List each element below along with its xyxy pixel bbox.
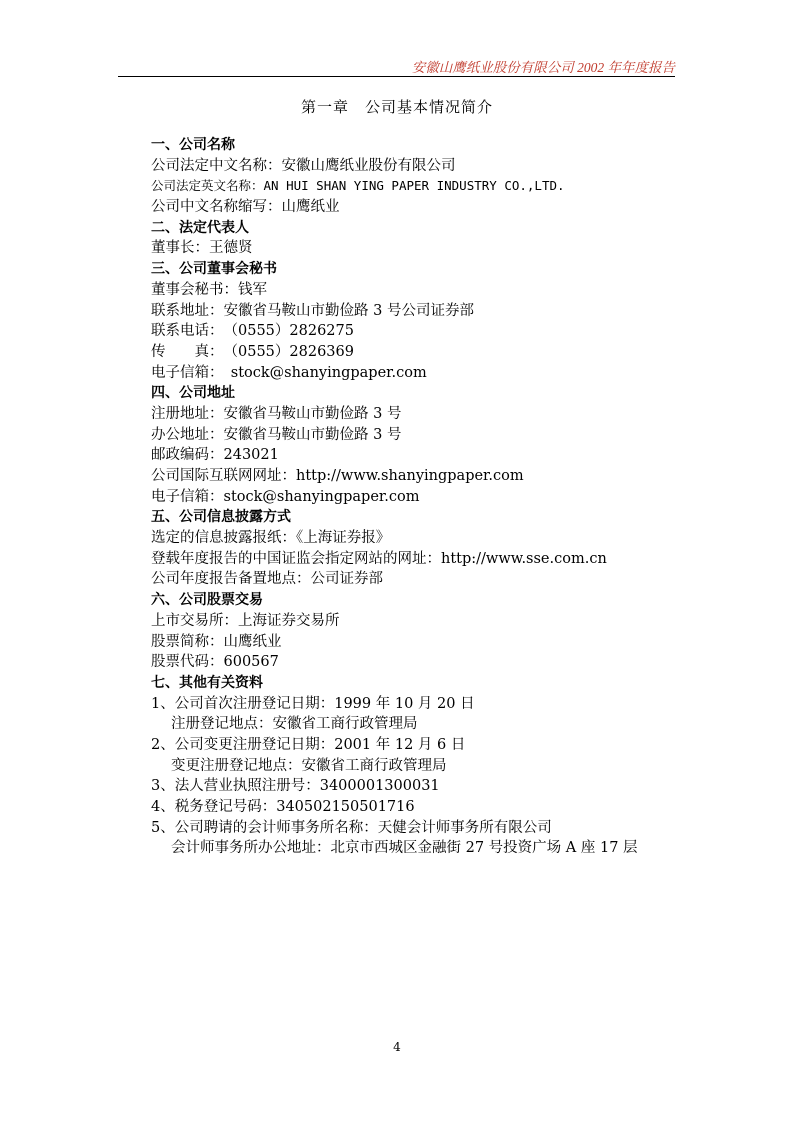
- text-line: 选定的信息披露报纸：《上海证券报》: [151, 530, 391, 547]
- page-header: [118, 52, 675, 77]
- text-line: 联系电话： （0555）2826275: [151, 323, 354, 340]
- text-line: 董事长：王德贤: [151, 240, 253, 257]
- text-line: 上市交易所：上海证券交易所: [151, 612, 340, 629]
- section-heading: 一、公司名称: [151, 137, 235, 153]
- text-line: 5、公司聘请的会计师事务所名称：天健会计师事务所有限公司: [151, 819, 552, 836]
- section-heading: 七、其他有关资料: [151, 674, 263, 691]
- text-line: 1、公司首次注册登记日期：1999 年 10 月 20 日: [151, 695, 475, 712]
- text-line: 办公地址：安徽省马鞍山市勤俭路 3 号: [151, 426, 402, 443]
- text-line: 公司中文名称缩写：山鹰纸业: [151, 199, 340, 216]
- section-heading: 二、法定代表人: [151, 219, 249, 236]
- text-line: 联系地址：安徽省马鞍山市勤俭路 3 号公司证券部: [151, 302, 474, 319]
- document-body: [151, 135, 711, 859]
- text-line: 公司法定中文名称：安徽山鹰纸业股份有限公司: [151, 157, 456, 174]
- text-line: 股票代码：600567: [151, 654, 279, 671]
- text-line: 变更注册登记地点：安徽省工商行政管理局: [171, 757, 447, 774]
- section-heading: 三、公司董事会秘书: [151, 261, 277, 278]
- header-title: 安徽山鹰纸业股份有限公司 2002 年年度报告: [411, 60, 675, 75]
- text-line: 传 真： （0555）2826369: [151, 343, 354, 360]
- text-line: 3、法人营业执照注册号：3400001300031: [151, 778, 440, 795]
- text-line: 公司国际互联网网址：http://www.shanyingpaper.com: [151, 468, 524, 484]
- text-line: 公司法定英文名称：AN HUI SHAN YING PAPER INDUSTRY CO.,LTD.: [151, 178, 565, 194]
- text-line: 会计师事务所办公地址：北京市西城区金融街 27 号投资广场 A 座 17 层: [171, 840, 638, 857]
- text-line: 电子信箱： stock@shanyingpaper.com: [151, 364, 427, 381]
- text-line: 注册地址：安徽省马鞍山市勤俭路 3 号: [151, 405, 402, 422]
- text-line: 股票简称：山鹰纸业: [151, 633, 282, 650]
- text-line: 2、公司变更注册登记日期：2001 年 12 月 6 日: [151, 736, 466, 753]
- text-line: 邮政编码：243021: [151, 447, 279, 464]
- section-heading: 五、公司信息披露方式: [151, 509, 291, 526]
- text-line: 董事会秘书：钱军: [151, 281, 267, 298]
- text-line: 注册登记地点：安徽省工商行政管理局: [171, 716, 418, 733]
- section-heading: 四、公司地址: [151, 385, 235, 402]
- text-line: 4、税务登记号码：340502150501716: [151, 799, 415, 815]
- chapter-title: 第一章 公司基本情况简介: [300, 98, 493, 116]
- text-line: 电子信箱：stock@shanyingpaper.com: [151, 488, 420, 505]
- text-line: 公司年度报告备置地点：公司证券部: [151, 571, 383, 588]
- text-line: 登载年度报告的中国证监会指定网站的网址：http://www.sse.com.cn: [151, 550, 607, 567]
- section-heading: 六、公司股票交易: [151, 592, 263, 609]
- page-number: 4: [393, 1040, 401, 1054]
